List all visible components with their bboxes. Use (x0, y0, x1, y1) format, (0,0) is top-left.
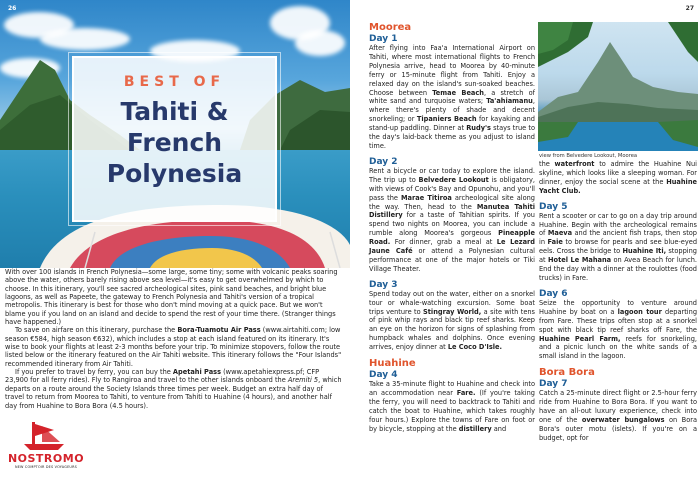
intro-paragraph: With over 100 islands in French Polynesia—some large, some tiny; some with volcanic peaks soaring above the water, others barely rising above sea level—it's easy to get overwhelmed by which to choose. In this itinerary, you'll see sacred archeological sites, pink sand beaches, and bright blue lagoons, as well as Papeete, the gateway to French Polynesia and Tahiti's version of a tropical metropolis. This itinerary is best for those who don't mind moving at a quick pace. But we won't blame you if you land on an island and decide to spend the rest of your time there. (Stranger things have happened.) (5, 268, 338, 327)
day-2-text: Rent a bicycle or car today to explore the island. The trip up to Belvedere Lookout is obligatory, with views of Cook's Bay and Opunohu, and you'll pass the Marae Titiroa archeological site along the way. Then, head to the Manutea Tahiti Distillery for a taste of Tahitian spirits. If you spend two nights on Moorea, you can include a rumble along Moorea's gorgeous Pineapple Road. For dinner, grab a meal at Le Lezard Jaune Café or attend a Polynesian cultural performance at one of the major hotels or Tiki Village Theater. (369, 166, 536, 273)
region-heading: Bora Bora (539, 367, 595, 379)
photo-caption: view from Belvedere Lookout, Moorea (539, 153, 638, 159)
ship-icon (2, 416, 90, 454)
title-line: Tahiti & (120, 97, 229, 126)
day-6-text: Seize the opportunity to venture around Huahine by boat on a lagoon tour departing from Fare. These trips often stop at a snorkel spot with black tip reef sharks off Fare, the Huahine Pearl Farm, reefs for snorkeling, and a picnic lunch on the white sands of a small island in the lagoon. (539, 298, 698, 361)
region-heading: Moorea (369, 22, 412, 33)
title-line: French (126, 128, 223, 157)
column-1 (369, 22, 535, 434)
day-heading: Day 3 (369, 279, 398, 290)
day-3-text: Spend today out on the water, either on a snorkel tour or whale-watching excursion. Some boat trips venture to Stingray World, a site with tens of pink whip rays and black tip reef sharks. Keep an eye on the horizon for signs of splashing from humpback whales and dolphins. Once evening arrives, enjoy dinner at Le Coco D'Isle. (369, 289, 535, 352)
day-heading: Day 2 (369, 156, 398, 167)
day-heading: Day 4 (369, 370, 398, 381)
logo-subtitle: NEW COMPTOIR DES VOYAGEURS (14, 465, 78, 469)
logo-name: NOSTROMO (7, 452, 85, 465)
nostromo-logo (2, 416, 90, 474)
belvedere-photo (538, 22, 698, 151)
day-heading: Day 7 (539, 379, 568, 390)
page-number: 27 (685, 5, 694, 12)
title-box (72, 56, 277, 222)
day-7-text: Catch a 25-minute direct flight or 2.5-hour ferry ride from Huahine to Bora Bora. If you want to have an all-out luxury experience, check into one of the overwater bungalows on Bora Bora's outer motu (islets). If you're on a budget, opt for (539, 389, 697, 442)
page-number: 26 (8, 5, 17, 12)
day-4-text: Take a 35-minute flight to Huahine and check into an accommodation near Fare. (If you're taking the ferry, you will need to backtrack to Tahiti and catch the boat to Huahine, which takes roughly four hours.) Explore the towns of Fare on foot or by bicycle, stopping at the distillery and (369, 380, 535, 433)
day-heading: Day 5 (539, 201, 568, 212)
day-5-text: Rent a scooter or car to go on a day trip around Huahine. Begin with the archeological remains of Maeva and the ancient fish traps, then stop in Faie to browse for pearls and see blue-eyed eels. Cross the bridge to Huahine Iti, stopping at Hotel Le Mahana on Avea Beach for lunch. End the day with a dinner at the roulottes (food trucks) in Fare. (539, 211, 697, 282)
title-line: Polynesia (106, 159, 243, 188)
day-1-text: After flying into Faa'a International Airport on Tahiti, where most international flights to French Polynesia arrive, head to Moorea by 40-minute ferry or 15-minute flight from Tahiti. Enjoy a relaxed day on the island's sun-soaked beaches. Choose between Temae Beach, a stretch of white sand and turquoise waters; Ta'ahiamanu, where there's plenty of shade and decent snorkeling; or Tipaniers Beach for kayaking and stand-up paddling. Dinner at Rudy's stays true to the day's laid-back theme as you adjust to island time. (369, 44, 535, 150)
hero-photo (0, 0, 350, 268)
intro-text (5, 268, 344, 410)
ferry-paragraph: If you prefer to travel by ferry, you can buy the Apetahi Pass (www.apetahiexpress.pf; CFP 23,900 for all ferry rides). Fly to Rangiroa and travel to the other islands onboard the Aremiti 5, which departs on a route around the Society Islands three times per week. Budget an extra half day of travel to return from Moorea to Tahiti, to venture from Tahiti to Huahine (4 hours), and another half day from Huahine to Bora Bora (4.5 hours). (5, 368, 342, 410)
right-page (350, 0, 700, 478)
day-heading: Day 1 (369, 34, 398, 44)
region-heading: Huahine (369, 358, 416, 370)
airpass-paragraph: To save on airfare on this itinerary, purchase the Bora-Tuamotu Air Pass (www.airtahiti.com; low season €584, high season €632), which includes a stop at each island featured on its itinerary. It's wise to book your flights at least 2-3 months before your trip. To minimize stopovers, follow the route listed below or the itinerary featured on the Air Tahiti website. This itinerary follows the "Four Islands" recommended itinerary from Air Tahiti. (5, 326, 342, 368)
day-heading: Day 6 (539, 288, 568, 299)
column-2 (539, 160, 697, 443)
mountain-photo-illustration (538, 22, 698, 151)
day-4-continued: the waterfront to admire the Huahine Nui skyline, which looks like a sleeping woman. For dinner, enjoy the social scene at the Huahine Yacht Club. (539, 160, 697, 195)
best-of-label: BEST OF (123, 74, 226, 90)
